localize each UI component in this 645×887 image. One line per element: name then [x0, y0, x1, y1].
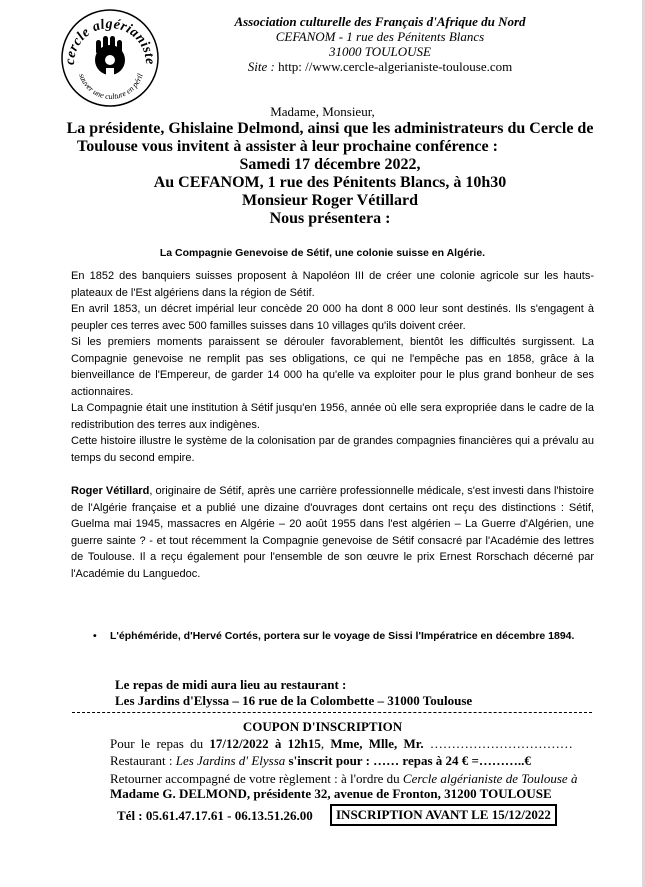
header-site — [175, 59, 585, 74]
paragraph: Si les premiers moments paraissent se dérouler favorablement, bientôt les difficultés surgissent. La Compagnie genevoise ne remplit pas ses obligations, ce qui ne l'empêche pas en 1858, grâce à la bienveillance de l'Empereur, de garder 14 000 ha qu'elle va exploiter pour le plus grand bonheur de ses actionnaires. — [71, 336, 594, 398]
coupon-text: , — [320, 736, 331, 751]
coupon-title: COUPON D'INSCRIPTION — [242, 719, 403, 734]
paragraph: En avril 1853, un décret impérial leur concède 20 000 ha dont 8 000 leur sont destinés. Ils s'engagent à peupler ces terres avec 500 familles suisses dans 10 villages qu'ils doivent créer. — [71, 303, 594, 332]
site-label: Site : — [247, 59, 275, 74]
coupon-name-field[interactable]: …………………………… — [423, 736, 573, 751]
bullet-text: L'éphéméride, d'Hervé Cortés, portera sur le voyage de Sissi l'Impératrice en décembre 1894. — [110, 630, 575, 642]
coupon-org: Cercle algérianiste de Toulouse à — [402, 771, 578, 786]
paragraph: Cette histoire illustre le système de la colonisation par de grandes compagnies financières qui a prévalu au temps du second empire. — [71, 435, 594, 464]
speaker-bio — [71, 483, 594, 582]
coupon-line-meal — [110, 736, 590, 752]
cut-line — [72, 712, 592, 713]
paragraph: La Compagnie était une institution à Sétif jusqu'en 1956, année où elle sera expropriée dans le cadre de la redistribution des terres aux indigènes. — [71, 402, 594, 431]
conference-speaker: Monsieur Roger Vétillard — [242, 192, 418, 209]
logo-bottom-text: sauver une culture en péril — [77, 72, 145, 102]
conference-description — [71, 268, 594, 582]
coupon-line-restaurant — [110, 753, 590, 769]
coupon-text: Restaurant : — [110, 753, 176, 768]
site-url[interactable]: http: //www.cercle-algerianiste-toulouse.com — [278, 59, 513, 74]
coupon-text: Retourner accompagné de votre règlement : à l'ordre du — [110, 771, 403, 786]
association-header — [175, 14, 585, 74]
bullet-dot-icon: • — [93, 630, 97, 642]
coupon-restaurant: Les Jardins d' Elyssa — [175, 753, 286, 768]
logo-top-text: cercle algérianiste — [62, 16, 158, 66]
registration-deadline-box: INSCRIPTION AVANT LE 15/12/2022 — [330, 804, 557, 826]
coupon-line-address: Madame G. DELMOND, présidente 32, avenue de Fronton, 31200 TOULOUSE — [110, 786, 552, 801]
bio-name: Roger Vétillard — [71, 485, 150, 497]
coupon-phone: Tél : 05.61.47.17.61 - 06.13.51.26.00 — [117, 808, 313, 823]
coupon-date: 17/12/2022 à 12h15 — [209, 736, 321, 751]
invitation-line2: Toulouse vous invitent à assister à leur prochaine conférence : — [77, 138, 498, 155]
coupon-who: Mme, Mlle, Mr. — [330, 736, 424, 751]
coupon-meals-field[interactable]: s'inscrit pour : …… repas à 24 € =………..€ — [285, 753, 531, 768]
salutation: Madame, Monsieur, — [270, 104, 375, 119]
bio-text: , originaire de Sétif, après une carrière professionnelle médicale, s'est investi dans l'histoire de l'Algérie française et a publié une dizaine d'ouvrages dont certains ont reçu des distinctions : Sétif, Guelma mai 1945, massacres en Algérie – 20 août 1955 dans l'est algérien – La Guerre d'Algérien, une guerre sainte ? - et tout récemment la Compagnie genevoise de Sétif consacré par l'Académie des lettres de Toulouse. Il a reçu également pour l'ensemble de son œuvre le prix Ernest Rorschach décerné par l'Académie du Languedoc. — [71, 485, 594, 580]
conference-subject: La Compagnie Genevoise de Sétif, une colonie suisse en Algérie. — [159, 247, 486, 259]
lunch-line1: Le repas de midi aura lieu au restaurant : — [115, 677, 347, 692]
hand-icon — [95, 36, 125, 76]
paragraph: En 1852 des banquiers suisses proposent à Napoléon III de créer une colonie agricole sur les hauts-plateaux de l'Est algériens dans la région de Sétif. — [71, 270, 594, 299]
header-org: Association culturelle des Français d'Afrique du Nord — [234, 14, 526, 29]
conference-presents: Nous présentera : — [269, 210, 391, 227]
header-address1: CEFANOM - 1 rue des Pénitents Blancs — [275, 29, 485, 44]
invitation-block — [60, 120, 600, 228]
ephemeride-bullet — [93, 630, 593, 642]
conference-date: Samedi 17 décembre 2022, — [239, 156, 421, 173]
header-address2: 31000 TOULOUSE — [329, 44, 431, 59]
conference-place: Au CEFANOM, 1 rue des Pénitents Blancs, à 10h30 — [153, 174, 507, 191]
coupon-line-return — [110, 771, 590, 787]
invitation-line1: La présidente, Ghislaine Delmond, ainsi que les administrateurs du Cercle de — [66, 120, 594, 137]
lunch-line2: Les Jardins d'Elyssa – 16 rue de la Colombette – 31000 Toulouse — [115, 693, 473, 708]
coupon-text: Pour le repas du — [110, 736, 210, 751]
lunch-info — [115, 677, 472, 709]
cercle-algerianiste-logo — [60, 8, 160, 108]
